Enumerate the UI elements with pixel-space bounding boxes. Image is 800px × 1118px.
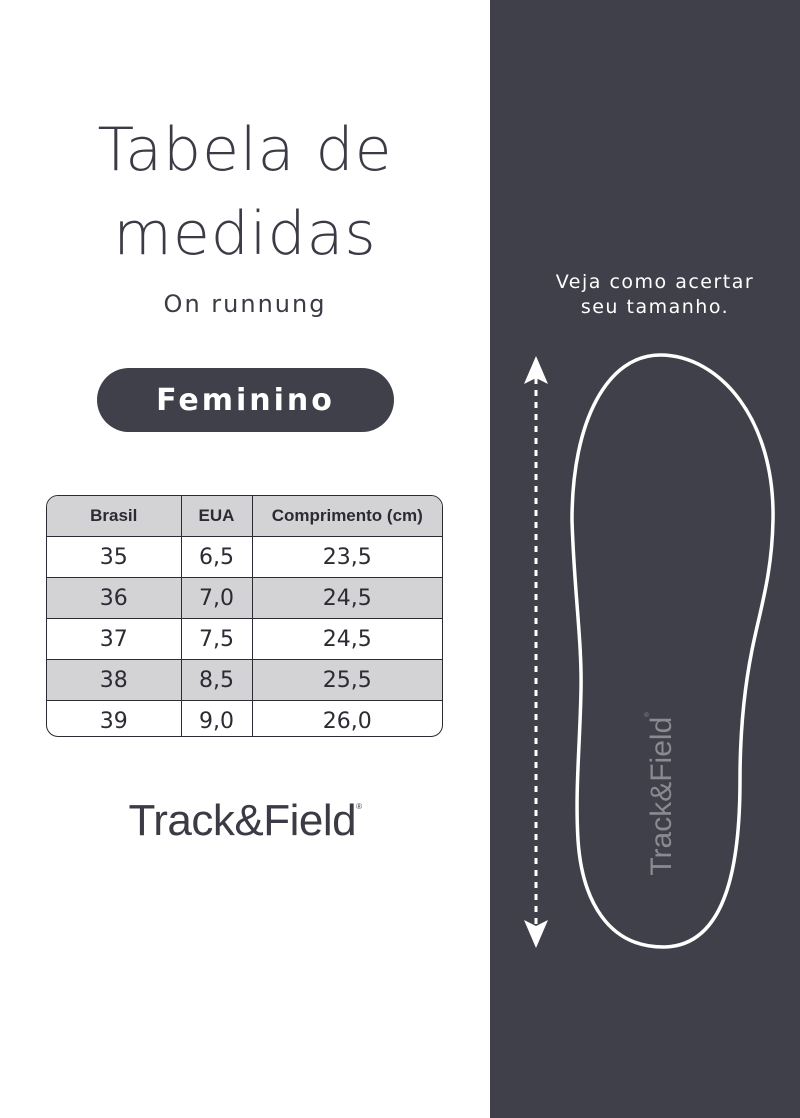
table-row (47, 660, 442, 701)
cell-comprimento: 23,5 (252, 537, 442, 578)
insole-brand-logo (645, 712, 679, 875)
cell-eua: 7,0 (181, 578, 252, 619)
table-header-row (47, 496, 442, 537)
product-subtitle: On runnung (163, 290, 327, 318)
page-title (0, 108, 490, 276)
insole-illustration (490, 0, 800, 1118)
cell-brasil: 37 (47, 619, 181, 660)
table-row (47, 578, 442, 619)
size-tip-line-2: seu tamanho. (580, 296, 730, 318)
registered-mark-icon: ® (356, 802, 362, 811)
size-tip-line-1: Veja como acertar (555, 271, 755, 293)
brand-logo-text: Track&Field (128, 796, 357, 845)
category-badge: Feminino (97, 368, 394, 432)
cell-brasil: 36 (47, 578, 181, 619)
cell-brasil: 38 (47, 660, 181, 701)
cell-eua: 7,5 (181, 619, 252, 660)
header-brasil: Brasil (47, 496, 181, 537)
insole-brand-text: Track&Field (645, 716, 678, 876)
cell-eua: 6,5 (181, 537, 252, 578)
title-line-1: Tabela de (97, 115, 393, 185)
cell-eua: 9,0 (181, 701, 252, 738)
table-row (47, 537, 442, 578)
cell-comprimento: 24,5 (252, 619, 442, 660)
measure-arrow-icon (524, 356, 548, 948)
cell-eua: 8,5 (181, 660, 252, 701)
cell-comprimento: 25,5 (252, 660, 442, 701)
table-row (47, 701, 442, 738)
brand-logo (0, 796, 490, 846)
cell-brasil: 35 (47, 537, 181, 578)
cell-brasil: 39 (47, 701, 181, 738)
header-eua: EUA (181, 496, 252, 537)
cell-comprimento: 26,0 (252, 701, 442, 738)
size-table (46, 495, 443, 737)
cell-comprimento: 24,5 (252, 578, 442, 619)
registered-mark-icon: ® (645, 712, 651, 717)
table-row (47, 619, 442, 660)
title-line-2: medidas (113, 199, 377, 269)
header-comprimento: Comprimento (cm) (252, 496, 442, 537)
